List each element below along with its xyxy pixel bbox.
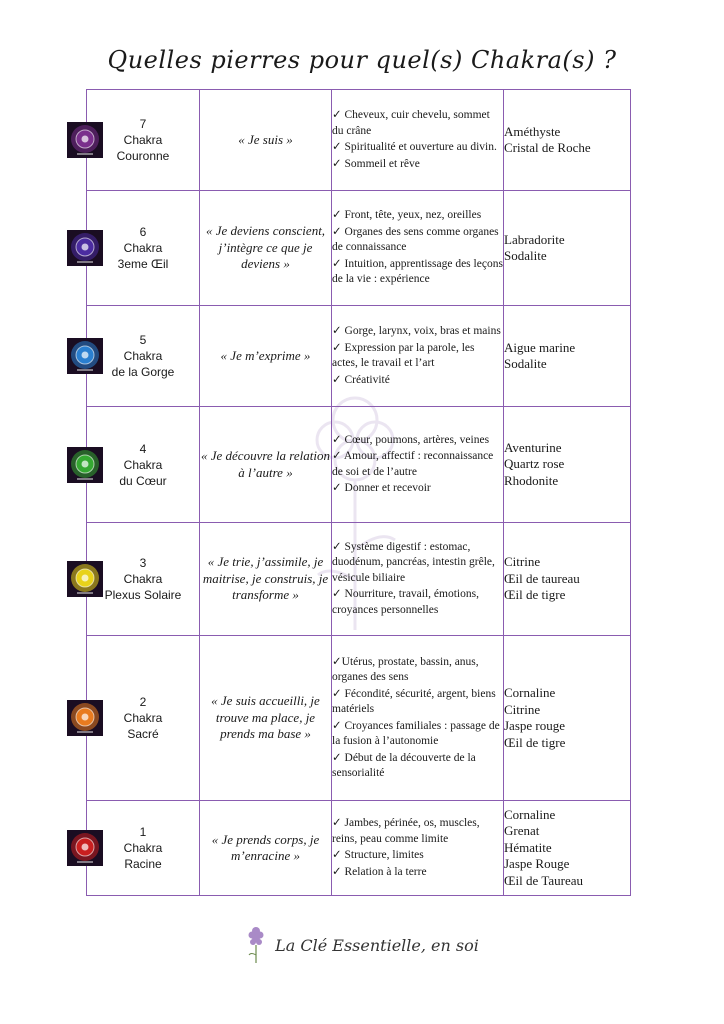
solar-plexus-chakra-icon [67,561,103,597]
chakra-stones-cell [504,407,631,523]
description-item: ✓ Sommeil et rêve [332,157,420,170]
chakra-affirmation: « Je suis » [200,90,332,191]
stone-name: Sodalite [504,248,547,263]
chakra-description-cell [332,407,504,523]
stone-name: Labradorite [504,231,565,247]
stone-name: Rhodonite [504,472,559,488]
description-item: ✓ Intuition, apprentissage des leçons de la vie : expérience [332,257,503,286]
description-item: ✓ Jambes, périnée, os, muscles, reins, peau comme limite [332,817,480,845]
stone-name: Quartz rose [504,456,565,472]
description-item: ✓ Gorge, larynx, voix, bras et mains [332,325,501,337]
description-item: ✓ Nourriture, travail, émotions, croyances personnelles [332,588,479,616]
chakra-number: 4 [139,441,147,456]
stone-name: Citrine [504,701,541,717]
chakra-number: 7 [139,117,147,131]
stone-name: Cornaline [504,806,556,822]
chakra-affirmation: « Je découvre la relation à l’autre » [200,407,332,523]
chakra-name-cell [87,407,200,523]
chakra-description-cell [332,90,504,191]
chakra-line2: Couronne [116,149,170,163]
chakra-affirmation: « Je deviens conscient, j’intègre ce que je deviens » [200,191,332,306]
stone-name: Sodalite [504,356,547,371]
description-item: ✓ Croyances familiales : passage de la fusion à l’autonomie [332,719,500,747]
stone-name: Œil de tigre [504,587,566,603]
chakra-line1: Chakra [123,457,163,472]
chakra-name-cell [87,523,200,636]
chakra-description-cell [332,191,504,306]
chakra-affirmation: « Je prends corps, je m’enracine » [200,801,332,896]
heart-chakra-icon [67,447,103,483]
chakra-line1: Chakra [123,349,163,363]
chakra-name-cell [87,801,200,896]
chakra-line1: Chakra [123,841,163,855]
stone-name: Œil de Taureau [504,872,583,888]
footer [0,925,724,965]
chakra-stones-cell [504,523,631,636]
description-item: ✓ Début de la découverte de la sensorialité [332,751,476,779]
description-item: ✓ Spiritualité et ouverture au divin. [332,141,497,153]
chakra-stones-cell [504,90,631,191]
chakra-row [87,407,631,523]
chakra-affirmation: « Je m’exprime » [200,306,332,407]
description-item: ✓ Cœur, poumons, artères, veines [332,433,490,446]
chakra-line2: du Cœur [119,473,167,488]
chakra-stones-cell [504,191,631,306]
chakra-number: 5 [139,333,147,347]
chakra-stones-cell [504,306,631,407]
stone-name: Cristal de Roche [504,140,591,155]
chakra-line2: de la Gorge [111,365,175,379]
stone-name: Grenat [504,823,540,839]
chakra-row [87,636,631,801]
chakra-row [87,523,631,636]
chakra-stones-cell [504,801,631,896]
chakra-name-cell [87,306,200,407]
chakra-line1: Chakra [123,133,163,147]
chakra-name-cell [87,90,200,191]
chakra-line2: 3eme Œil [117,257,169,271]
description-item: ✓ Front, tête, yeux, nez, oreilles [332,209,482,222]
chakra-line2: Racine [124,857,162,871]
description-item: ✓ Structure, limites [332,849,424,861]
third-eye-chakra-icon [67,230,103,266]
chakra-description-cell [332,636,504,801]
chakra-stones-table [86,89,631,896]
signature: La Clé Essentielle, en soi [275,935,479,955]
chakra-number: 2 [139,695,147,709]
crown-chakra-icon [67,122,103,158]
stone-name: Cornaline [504,685,556,700]
description-item: ✓ Cheveux, cuir chevelu, sommet du crâne [332,109,490,137]
throat-chakra-icon [67,338,103,374]
chakra-row [87,191,631,306]
chakra-number: 1 [139,825,147,839]
description-item: ✓ Relation à la terre [332,865,427,878]
stone-name: Citrine [504,554,541,570]
description-item: ✓ Donner et recevoir [332,482,431,494]
description-item: ✓ Système digestif : estomac, duodénum, pancréas, intestin grêle, vésicule biliaire [332,540,495,584]
chakra-row [87,801,631,896]
chakra-affirmation: « Je trie, j’assimile, je maitrise, je construis, je transforme » [200,523,332,636]
stone-name: Œil de taureau [504,570,580,586]
chakra-row [87,306,631,407]
chakra-line1: Chakra [123,572,163,586]
description-item: ✓ Organes des sens comme organes de connaissance [332,225,499,254]
description-item: ✓Utérus, prostate, bassin, anus, organes des sens [332,655,479,683]
chakra-row [87,90,631,191]
stone-name: Hématite [504,839,552,855]
chakra-description-cell [332,801,504,896]
stone-name: Aigue marine [504,339,576,355]
stone-name: Œil de tigre [504,734,566,750]
description-item: ✓ Amour, affectif : reconnaissance de soi et de l’autre [332,450,494,478]
sacral-chakra-icon [67,700,103,736]
stone-name: Améthyste [504,123,561,139]
chakra-line1: Chakra [123,241,163,255]
chakra-description-cell [332,523,504,636]
lilac-flower-icon [245,925,267,965]
chakra-stones-cell [504,636,631,801]
chakra-line2: Sacré [127,727,159,741]
chakra-line1: Chakra [123,711,163,725]
description-item: ✓ Fécondité, sécurité, argent, biens matériels [332,687,496,715]
stone-name: Aventurine [504,439,562,455]
chakra-number: 3 [139,556,147,570]
chakra-number: 6 [139,225,147,239]
chakra-line2: Plexus Solaire [104,588,182,602]
chakra-affirmation: « Je suis accueilli, je trouve ma place, je prends ma base » [200,636,332,801]
page-title: Quelles pierres pour quel(s) Chakra(s) ? [107,46,617,74]
stone-name: Jaspe rouge [504,718,566,733]
chakra-description-cell [332,306,504,407]
description-item: ✓ Créativité [332,373,390,386]
stone-name: Jaspe Rouge [504,856,570,872]
chakra-name-cell [87,191,200,306]
description-item: ✓ Expression par la parole, les actes, le travail et l’art [332,341,475,369]
root-chakra-icon [67,830,103,866]
chakra-name-cell [87,636,200,801]
